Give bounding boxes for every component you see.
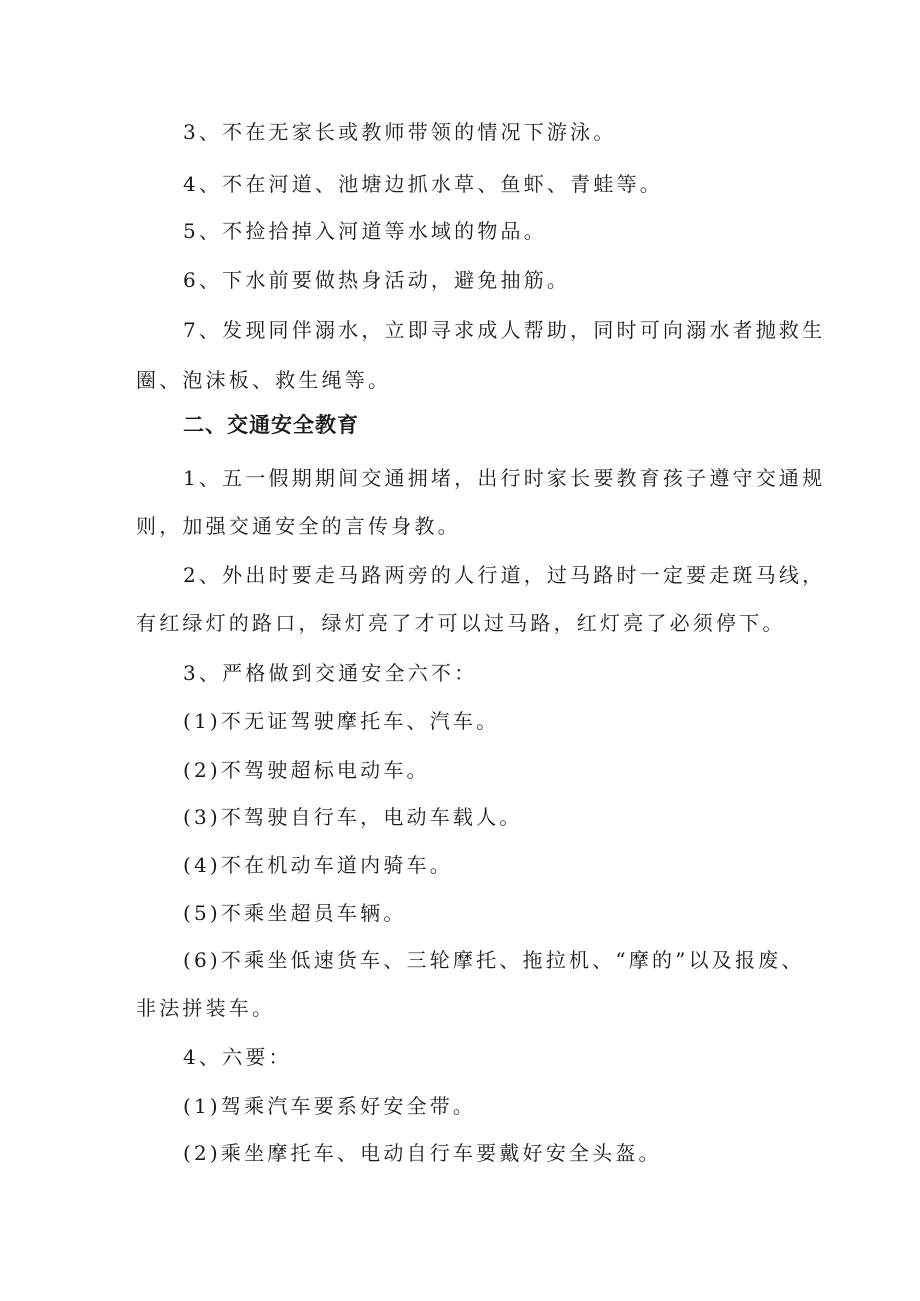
six-must-item-2: (2)乘坐摩托车、电动自行车要戴好安全头盔。 — [183, 1141, 662, 1165]
six-not-item-5: (5)不乘坐超员车辆。 — [183, 901, 407, 925]
traffic-rule-1-line-2: 则，加强交通安全的言传身教。 — [136, 514, 461, 538]
rule-no-catching-by-river: 4、不在河道、池塘边抓水草、鱼虾、青蛙等。 — [183, 172, 663, 196]
rule-no-picking-items: 5、不捡拾掉入河道等水域的物品。 — [183, 219, 547, 243]
traffic-rule-4-title: 4、六要： — [183, 1045, 292, 1069]
six-not-item-4: (4)不在机动车道内骑车。 — [183, 853, 453, 877]
rule-rescue-line-1: 7、发现同伴溺水，立即寻求成人帮助，同时可向溺水者抛救生 — [183, 318, 826, 342]
rule-no-unsupervised-swimming: 3、不在无家长或教师带领的情况下游泳。 — [183, 120, 617, 144]
traffic-rule-1-line-1: 1、五一假期期间交通拥堵，出行时家长要教育孩子遵守交通规 — [183, 466, 826, 490]
six-must-item-1: (1)驾乘汽车要系好安全带。 — [183, 1094, 477, 1118]
six-not-item-1: (1)不无证驾驶摩托车、汽车。 — [183, 709, 500, 733]
traffic-rule-3-title: 3、严格做到交通安全六不： — [183, 661, 478, 685]
six-not-item-6-line-1: (6)不乘坐低速货车、三轮摩托、拖拉机、“摩的”以及报废、 — [183, 948, 805, 972]
section-heading-traffic-safety: 二、交通安全教育 — [183, 413, 359, 437]
six-not-item-3: (3)不驾驶自行车，电动车载人。 — [183, 805, 523, 829]
traffic-rule-2-line-2: 有红绿灯的路口，绿灯亮了才可以过马路，红灯亮了必须停下。 — [136, 611, 786, 635]
rule-rescue-line-2: 圈、泡沫板、救生绳等。 — [136, 368, 392, 392]
six-not-item-6-line-2: 非法拼装车。 — [136, 996, 276, 1020]
rule-warm-up: 6、下水前要做热身活动，避免抽筋。 — [183, 268, 571, 292]
traffic-rule-2-line-1: 2、外出时要走马路两旁的人行道，过马路时一定要走斑马线， — [183, 563, 826, 587]
six-not-item-2: (2)不驾驶超标电动车。 — [183, 758, 430, 782]
